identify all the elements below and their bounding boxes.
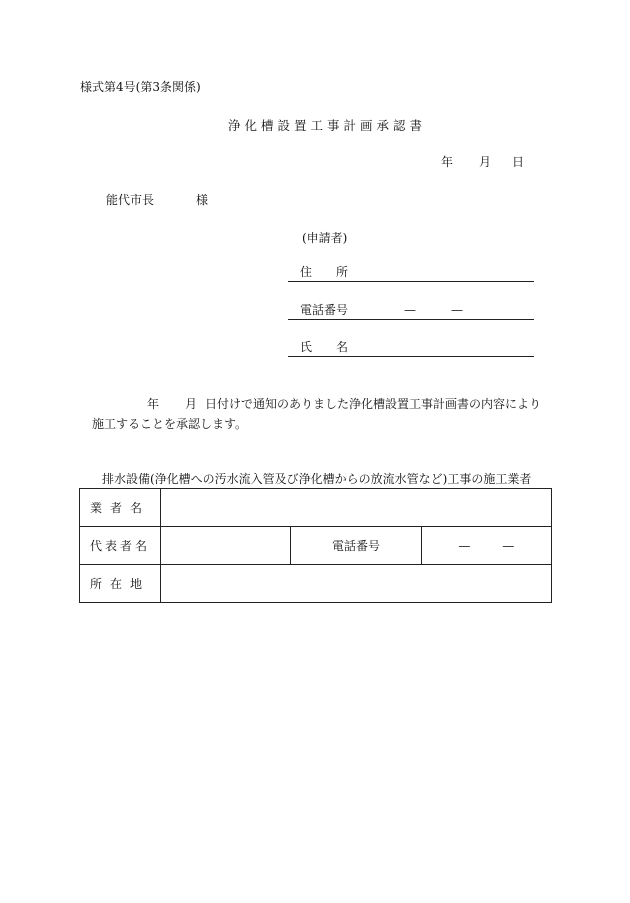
table-row: [80, 527, 552, 565]
body-line-2: 施工することを承認します。: [92, 417, 248, 431]
table-row: [80, 489, 552, 527]
phone-label: 電話番号: [300, 303, 349, 317]
business-name-cell[interactable]: [161, 489, 552, 527]
body-line-1: [147, 397, 542, 411]
name-label: 氏 名: [300, 340, 349, 354]
applicant-address-field[interactable]: [288, 265, 534, 282]
body-month: 月: [185, 397, 198, 411]
table-row: [80, 565, 552, 603]
location-header: 所在地: [80, 565, 161, 603]
body-year: 年: [147, 397, 160, 411]
addressee-name: 能代市長: [106, 193, 155, 207]
applicant-heading: (申請者): [302, 231, 348, 245]
document-title: 浄化槽設置工事計画承認書: [228, 118, 427, 133]
contractor-phone-separator-2: —: [502, 538, 515, 553]
applicant-name-field[interactable]: [288, 340, 534, 357]
addressee-honorific: 様: [196, 193, 209, 207]
business-name-header: 業者名: [80, 489, 161, 527]
date-year-label: 年: [441, 155, 454, 169]
applicant-phone-field[interactable]: [288, 303, 534, 320]
phone-separator-2: —: [451, 303, 463, 317]
contractor-caption: 排水設備(浄化槽への汚水流入管及び浄化槽からの放流水管など)工事の施工業者: [102, 472, 532, 486]
phone-separator-1: —: [404, 303, 416, 317]
form-number: 様式第4号(第3条関係): [80, 80, 201, 94]
address-label: 住 所: [300, 265, 349, 279]
representative-cell[interactable]: [161, 527, 291, 565]
contractor-phone-separator-1: —: [458, 538, 471, 553]
body-line-1-text: 日付けで通知のありました浄化槽設置工事計画書の内容により: [205, 397, 542, 411]
date-month-label: 月: [479, 155, 492, 169]
contractor-table: [79, 488, 552, 603]
contractor-phone-header: 電話番号: [291, 527, 421, 565]
contractor-phone-cell[interactable]: [421, 527, 551, 565]
location-cell[interactable]: [161, 565, 552, 603]
representative-header: 代表者名: [80, 527, 161, 565]
date-day-label: 日: [512, 155, 525, 169]
